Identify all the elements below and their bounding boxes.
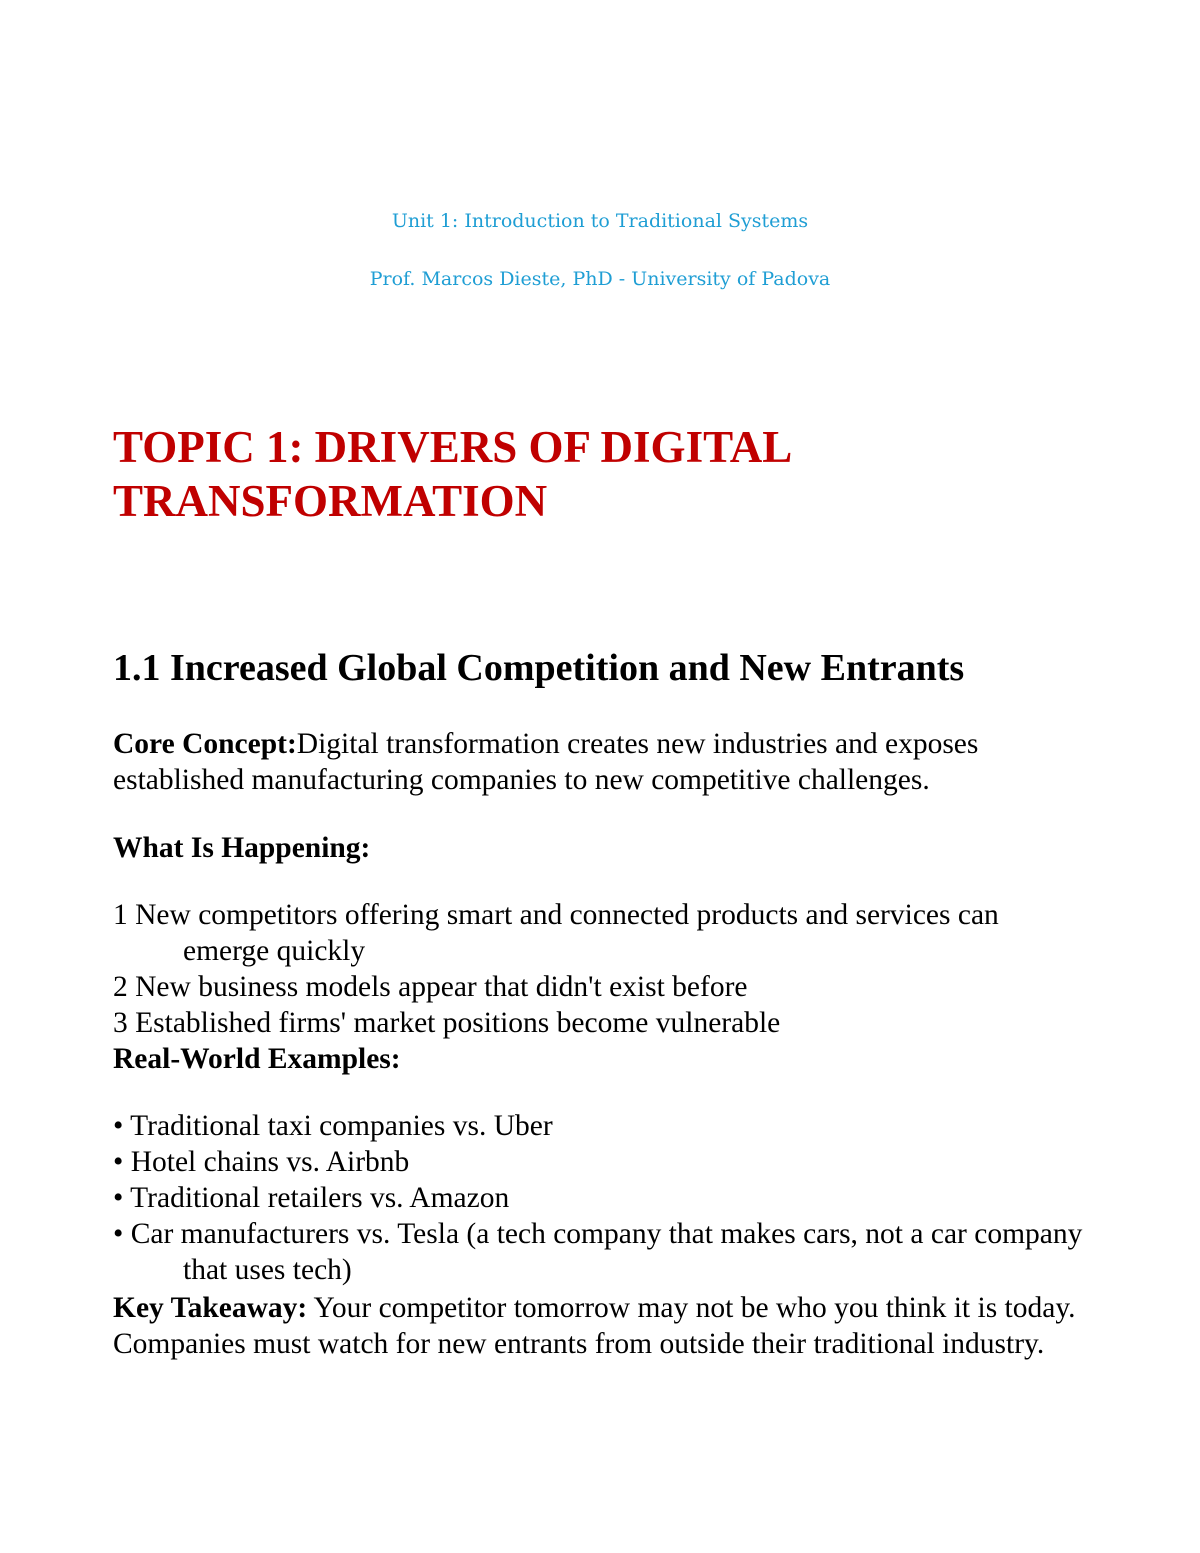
topic-title-line2: TRANSFORMATION — [113, 476, 548, 526]
list-item-text: Hotel chains vs. Airbnb — [130, 1146, 410, 1178]
list-marker: 1 — [113, 899, 128, 931]
list-item-text: Traditional retailers vs. Amazon — [130, 1182, 510, 1214]
bullet-icon: • — [113, 1110, 124, 1142]
key-takeaway-paragraph — [113, 1290, 1088, 1362]
list-item — [113, 1216, 1088, 1288]
list-item-text: Established firms' market positions become vulnerable — [135, 1007, 781, 1039]
key-takeaway-text: Your competitor tomorrow may not be who you think it is today. Companies must watch for new entrants from outside their traditional industry. — [113, 1292, 1076, 1360]
happening-label: What Is Happening: — [113, 832, 371, 864]
list-item — [113, 897, 1088, 969]
bullet-icon: • — [113, 1146, 124, 1178]
happening-list — [113, 897, 1088, 1041]
list-item — [113, 1005, 1088, 1041]
list-item-text: New competitors offering smart and connected products and services can emerge quickly — [135, 899, 999, 967]
list-item — [113, 1180, 1088, 1216]
core-concept-paragraph — [113, 726, 1088, 798]
examples-label: Real-World Examples: — [113, 1043, 401, 1075]
key-takeaway-label: Key Takeaway: — [113, 1292, 308, 1324]
list-marker: 3 — [113, 1007, 128, 1039]
unit-title: Unit 1: Introduction to Traditional Systems — [391, 210, 809, 232]
examples-list — [113, 1108, 1088, 1288]
bullet-icon: • — [113, 1218, 124, 1250]
list-item — [113, 969, 1088, 1005]
list-item — [113, 1144, 1088, 1180]
core-concept-text: Digital transformation creates new industries and exposes established manufacturing companies to new competitive challenges. — [113, 728, 979, 796]
list-item-text: New business models appear that didn't exist before — [135, 971, 748, 1003]
list-marker: 2 — [113, 971, 128, 1003]
core-concept-label: Core Concept: — [113, 728, 297, 760]
bullet-icon: • — [113, 1182, 124, 1214]
section-heading: 1.1 Increased Global Competition and New Entrants — [113, 647, 965, 689]
list-item-text: Traditional taxi companies vs. Uber — [130, 1110, 553, 1142]
author-line: Prof. Marcos Dieste, PhD - University of Padova — [369, 268, 831, 290]
topic-title — [113, 420, 1113, 528]
list-item-text: Car manufacturers vs. Tesla (a tech company that makes cars, not a car company that uses tech) — [130, 1218, 1083, 1286]
list-item — [113, 1108, 1088, 1144]
topic-title-line1: TOPIC 1: DRIVERS OF DIGITAL — [113, 422, 793, 472]
